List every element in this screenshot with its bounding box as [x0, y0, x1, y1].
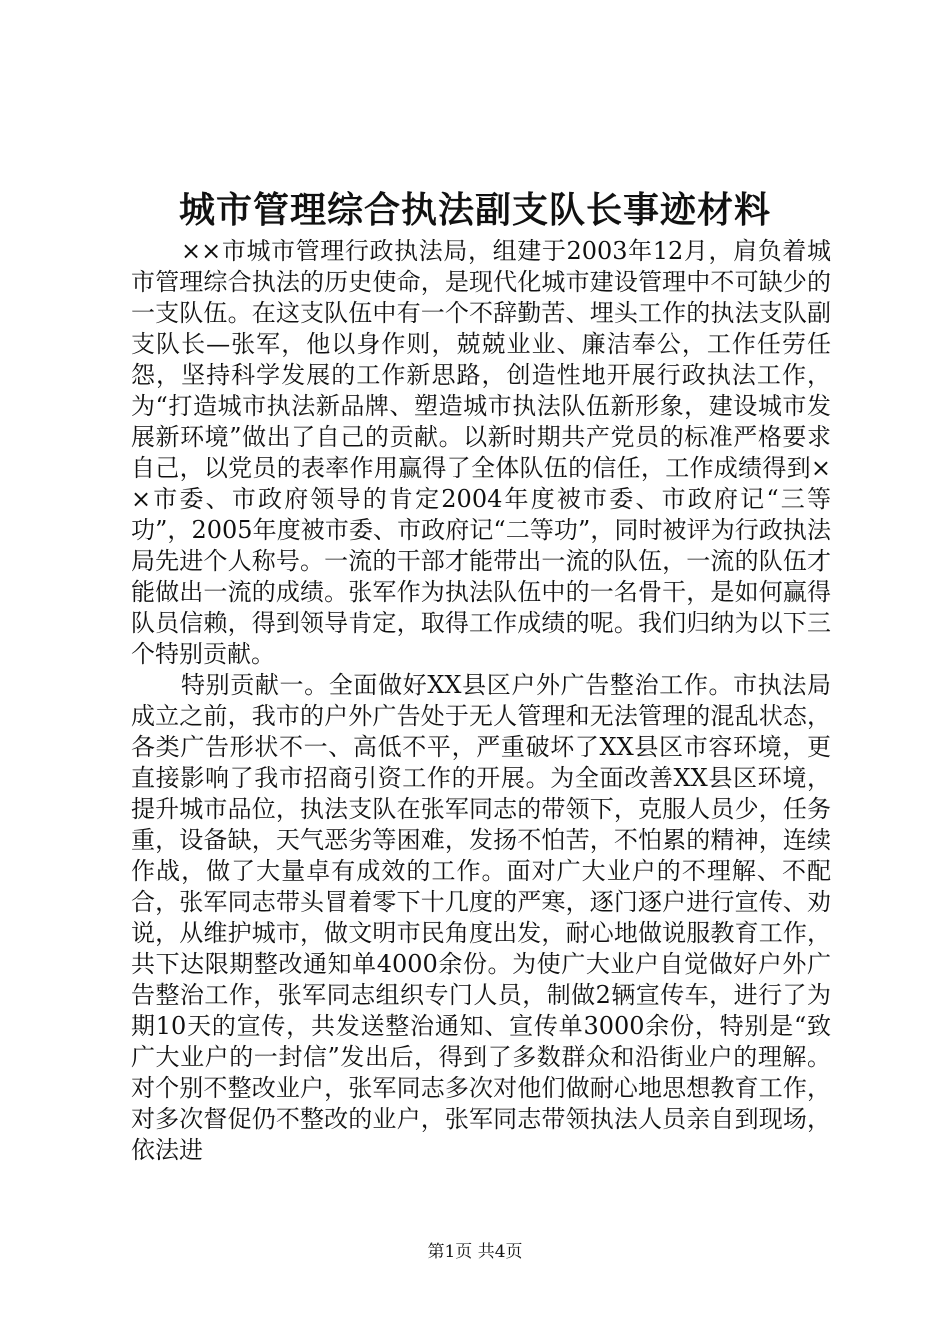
page-footer: 第1页 共4页: [427, 1242, 523, 1262]
paragraph-intro: ××市城市管理行政执法局，组建于2003年12月，肩负着城市管理综合执法的历史使命，是现代化城市建设管理中不可缺少的一支队伍。在这支队伍中有一个不辞勤苦、埋头工作的执法支队副支队长—张军，他以身作则，兢兢业业、廉洁奉公，工作任劳任怨，坚持科学发展的工作新思路，创造性地开展行政执法工作，为“打造城市执法新品牌、塑造城市执法队伍新形象，建设城市发展新环境”做出了自己的贡献。以新时期共产党员的标准严格要求自己，以党员的表率作用赢得了全体队伍的信任，工作成绩得到××市委、市政府领导的肯定2004年度被市委、市政府记“三等功”，2005年度被市委、市政府记“二等功”，同时被评为行政执法局先进个人称号。一流的干部才能带出一流的队伍，一流的队伍才能做出一流的成绩。张军作为执法队伍中的一名骨干，是如何赢得队员信赖，得到领导肯定，取得工作成绩的呢。我们归纳为以下三个特别贡献。: [131, 237, 831, 668]
document-title: 城市管理综合执法副支队长事迹材料: [178, 189, 771, 231]
paragraph-contribution-one: 特别贡献一。全面做好XX县区户外广告整治工作。市执法局成立之前，我市的户外广告处于无人管理和无法管理的混乱状态，各类广告形状不一、高低不平，严重破坏了XX县区市容环境，更直接影响了我市招商引资工作的开展。为全面改善XX县区环境，提升城市品位，执法支队在张军同志的带领下，克服人员少，任务重，设备缺，天气恶劣等困难，发扬不怕苦，不怕累的精神，连续作战，做了大量卓有成效的工作。面对广大业户的不理解、不配合，张军同志带头冒着零下十几度的严寒，逐门逐户进行宣传、劝说，从维护城市，做文明市民角度出发，耐心地做说服教育工作，共下达限期整改通知单4000余份。为使广大业户自觉做好户外广告整治工作，张军同志组织专门人员，制做2辆宣传车，进行了为期10天的宣传，共发送整治通知、宣传单3000余份，特别是“致广大业户的一封信”发出后，得到了多数群众和沿街业户的理解。对个别不整改业户，张军同志多次对他们做耐心地思想教育工作，对多次督促仍不整改的业户，张军同志带领执法人员亲自到现场，依法进: [131, 671, 831, 1164]
document-body: [131, 236, 831, 1166]
